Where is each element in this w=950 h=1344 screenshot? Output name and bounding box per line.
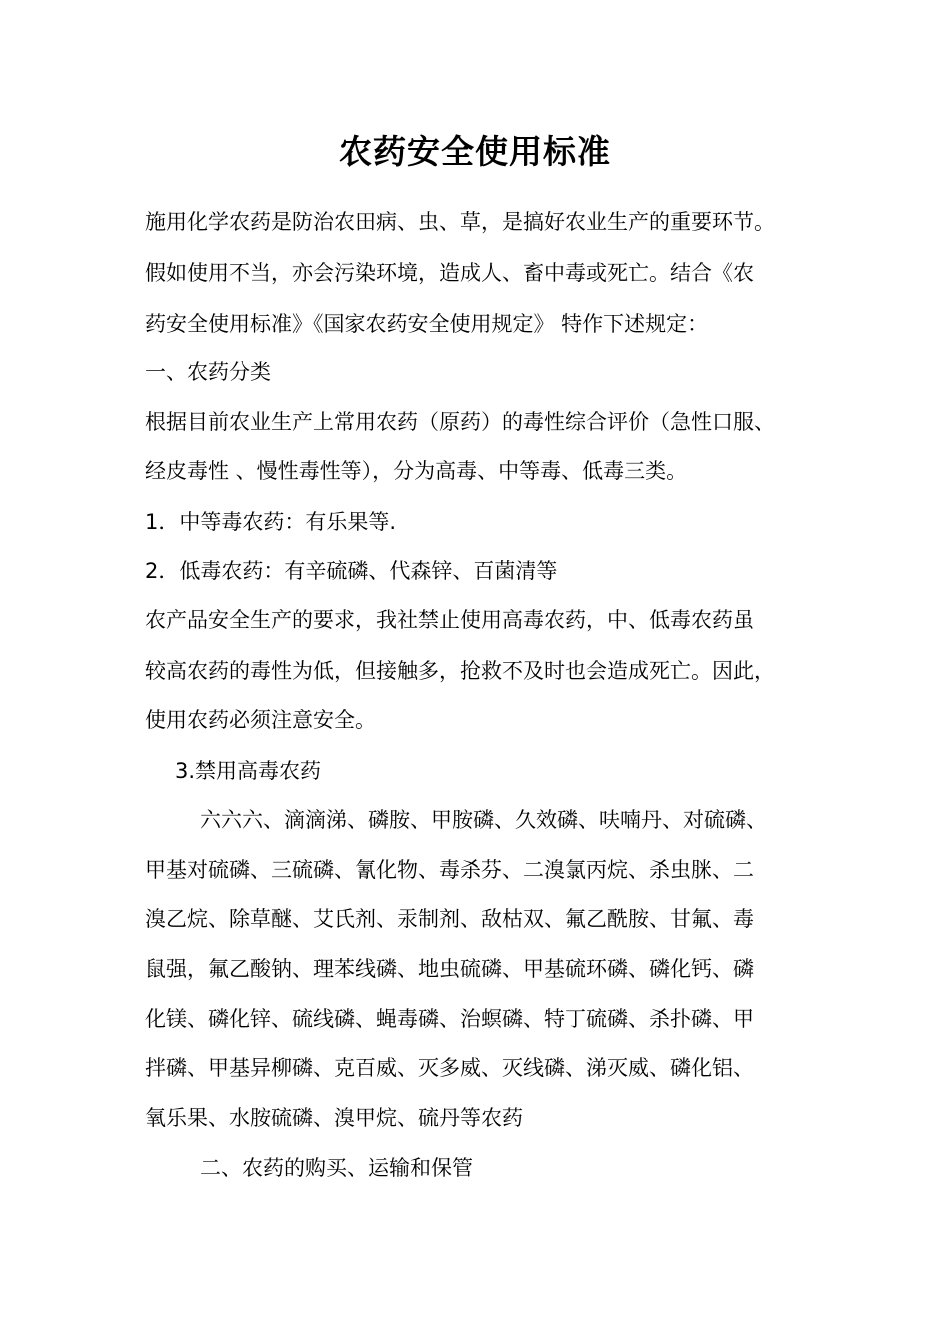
section-heading: 一、农药分类	[145, 360, 271, 384]
paragraph-line: 经皮毒性 、慢性毒性等），分为高毒、中等毒、低毒三类。	[145, 459, 688, 483]
document-title: 农药安全使用标准	[339, 132, 611, 171]
paragraph-line: 药安全使用标准》《国家农药安全使用规定》 特作下述规定：	[145, 312, 709, 336]
paragraph-line: 根据目前农业生产上常用农药（原药）的毒性综合评价（急性口服、	[145, 410, 775, 434]
list-item: 1．中等毒农药：有乐果等.	[145, 510, 397, 534]
paragraph-line: 氧乐果、水胺硫磷、溴甲烷、硫丹等农药	[145, 1106, 523, 1130]
paragraph-line: 较高农药的毒性为低，但接触多，抢救不及时也会造成死亡。因此，	[145, 659, 775, 683]
paragraph-line: 农产品安全生产的要求，我社禁止使用高毒农药，中、低毒农药虽	[145, 608, 754, 632]
paragraph-line: 拌磷、甲基异柳磷、克百威、灭多威、灭线磷、涕灭威、磷化铝、	[145, 1056, 754, 1080]
paragraph-line: 施用化学农药是防治农田病、虫、草，是搞好农业生产的重要环节。	[145, 210, 775, 234]
paragraph-line: 溴乙烷、除草醚、艾氏剂、汞制剂、敌枯双、氟乙酰胺、甘氟、毒	[145, 907, 754, 931]
paragraph-line: 鼠强，氟乙酸钠、理苯线磷、地虫硫磷、甲基硫环磷、磷化钙、磷	[145, 957, 754, 981]
paragraph-line: 六六六、滴滴涕、磷胺、甲胺磷、久效磷、呋喃丹、对硫磷、	[200, 808, 767, 832]
paragraph-line: 假如使用不当，亦会污染环境，造成人、畜中毒或死亡。结合《农	[145, 261, 754, 285]
paragraph-line: 甲基对硫磷、三硫磷、氰化物、毒杀芬、二溴氯丙烷、杀虫脒、二	[145, 858, 754, 882]
paragraph-line: 使用农药必须注意安全。	[145, 708, 376, 732]
subsection-heading: 3.禁用高毒农药	[175, 759, 322, 783]
paragraph-line: 化镁、磷化锌、硫线磷、蝇毒磷、治螟磷、特丁硫磷、杀扑磷、甲	[145, 1007, 754, 1031]
section-heading: 二、农药的购买、运输和保管	[200, 1156, 473, 1180]
list-item: 2．低毒农药：有辛硫磷、代森锌、百菌清等	[145, 559, 558, 583]
